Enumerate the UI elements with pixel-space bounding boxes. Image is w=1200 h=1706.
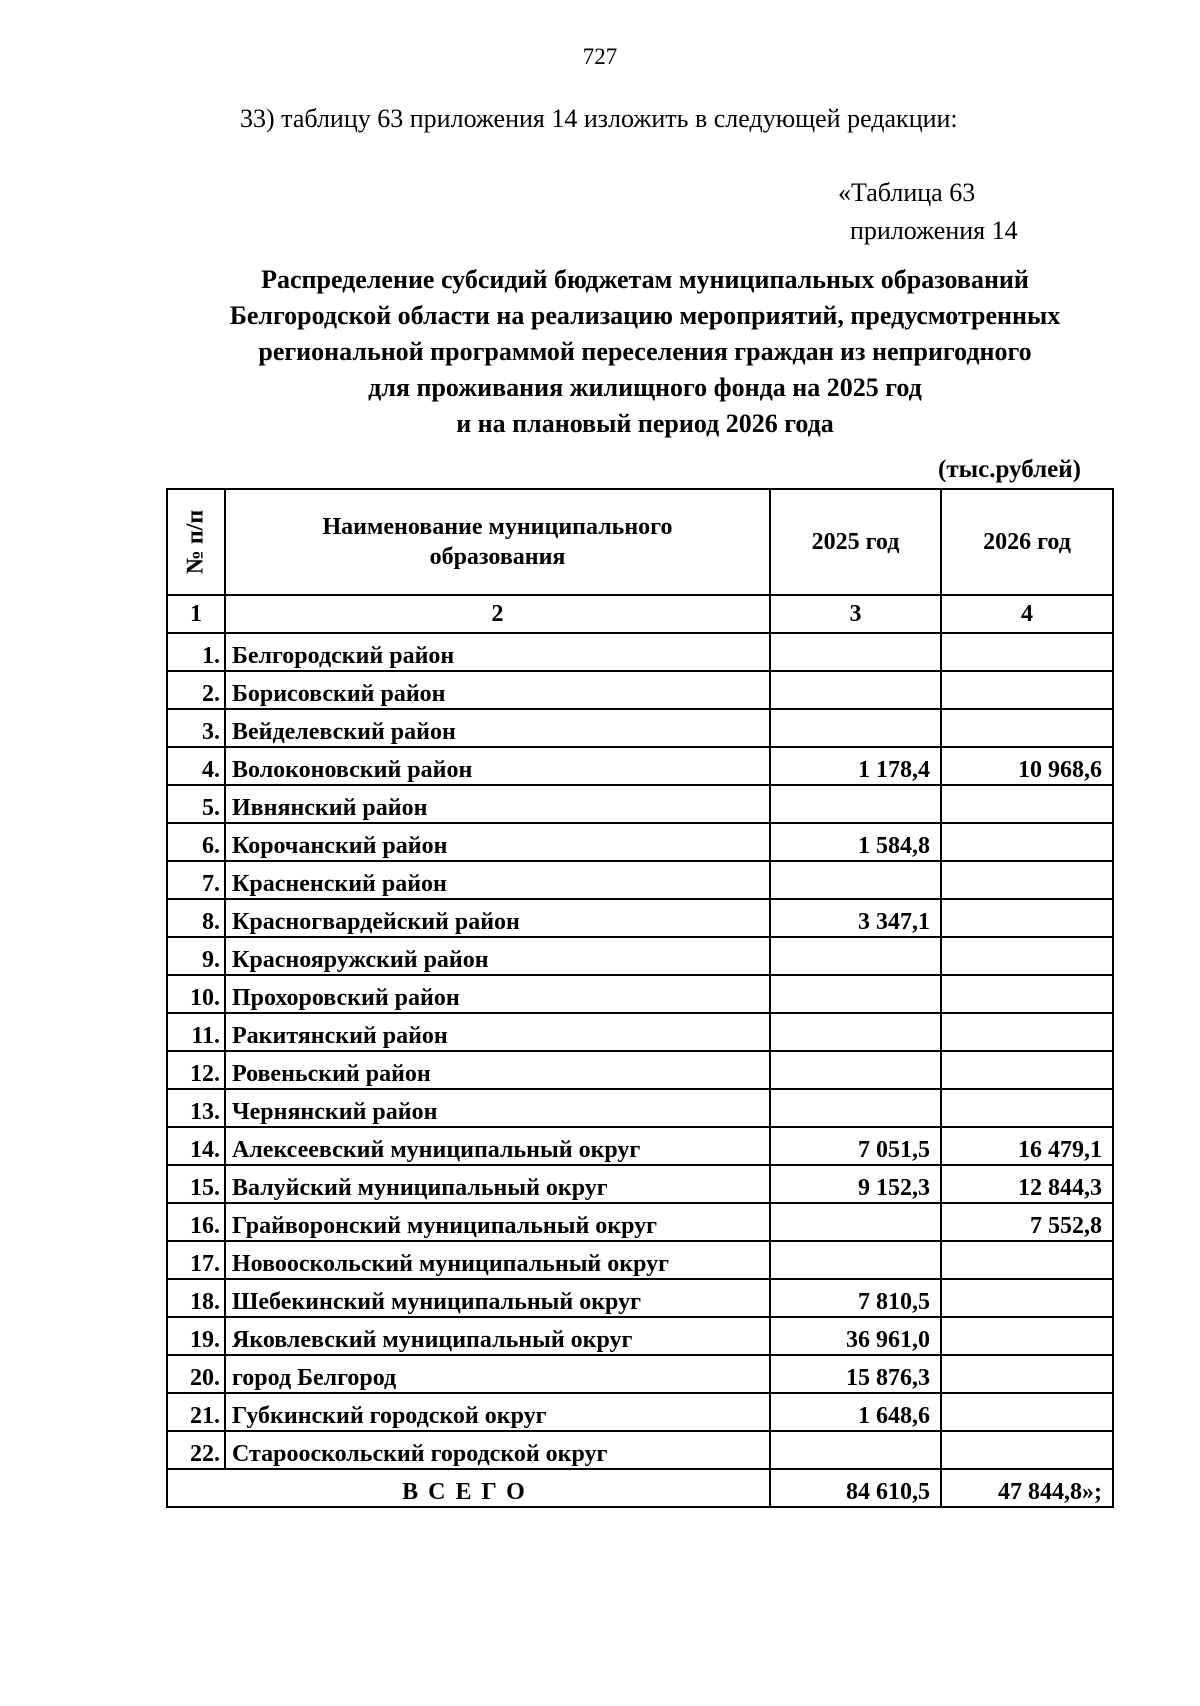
row-value-2026 [941,1393,1113,1431]
total-row [167,1469,1113,1507]
total-2025: 84 610,5 [770,1469,941,1507]
row-value-2025 [770,709,941,747]
row-number: 3. [167,709,225,747]
table-row [167,747,1113,785]
row-value-2026: 16 479,1 [941,1127,1113,1165]
total-2026: 47 844,8»; [941,1469,1113,1507]
row-value-2025: 7 051,5 [770,1127,941,1165]
row-value-2025 [770,1241,941,1279]
row-value-2026: 12 844,3 [941,1165,1113,1203]
title-line-2: Белгородской области на реализацию мероприятий, предусмотренных [229,301,1061,330]
row-value-2026 [941,861,1113,899]
row-number: 2. [167,671,225,709]
row-name: Вейделевский район [225,709,770,747]
table-row [167,1393,1113,1431]
row-value-2026 [941,709,1113,747]
table-row [167,1203,1113,1241]
table-row [167,899,1113,937]
table-row [167,633,1113,671]
row-name: Белгородский район [225,633,770,671]
column-number: 1 [167,595,225,633]
row-value-2026 [941,785,1113,823]
row-name: город Белгород [225,1355,770,1393]
row-value-2026 [941,671,1113,709]
row-value-2025 [770,1203,941,1241]
table-row [167,1089,1113,1127]
row-name: Ракитянский район [225,1013,770,1051]
row-number: 11. [167,1013,225,1051]
row-number: 20. [167,1355,225,1393]
row-value-2025: 1 584,8 [770,823,941,861]
row-name: Алексеевский муниципальный округ [225,1127,770,1165]
row-value-2025: 1 648,6 [770,1393,941,1431]
row-value-2026 [941,633,1113,671]
table-row [167,1165,1113,1203]
caption-line-1: «Таблица 63 [838,178,976,207]
row-number: 21. [167,1393,225,1431]
row-number: 4. [167,747,225,785]
row-name: Старооскольский городской округ [225,1431,770,1469]
row-number: 14. [167,1127,225,1165]
page-number: 727 [582,44,618,69]
table-row [167,1317,1113,1355]
row-number: 13. [167,1089,225,1127]
row-name: Ивнянский район [225,785,770,823]
table-row [167,861,1113,899]
row-number: 18. [167,1279,225,1317]
row-name: Ровеньский район [225,1051,770,1089]
title-line-4: для проживания жилищного фонда на 2025 год [368,373,922,402]
row-value-2025 [770,1051,941,1089]
row-value-2025: 7 810,5 [770,1279,941,1317]
header-name: Наименование муниципального образования [225,489,770,595]
row-value-2025 [770,671,941,709]
row-value-2025 [770,1089,941,1127]
title-line-5: и на плановый период 2026 года [456,409,834,438]
row-number: 22. [167,1431,225,1469]
units-label: (тыс.рублей) [938,456,1081,483]
row-number: 16. [167,1203,225,1241]
caption-line-2: приложения 14 [850,216,1018,245]
row-value-2025 [770,785,941,823]
row-number: 19. [167,1317,225,1355]
table-row [167,785,1113,823]
row-number: 15. [167,1165,225,1203]
header-number [167,489,225,595]
row-name: Губкинский городской округ [225,1393,770,1431]
row-number: 5. [167,785,225,823]
row-name: Валуйский муниципальный округ [225,1165,770,1203]
row-value-2026 [941,899,1113,937]
table-row [167,1431,1113,1469]
row-value-2026 [941,1241,1113,1279]
subsidies-table [166,488,1114,1508]
title-line-3: региональной программой переселения граждан из непригодного [258,337,1032,366]
table-row [167,823,1113,861]
table-row [167,1279,1113,1317]
total-label: ВСЕГО [167,1469,770,1507]
row-value-2026 [941,937,1113,975]
row-number: 17. [167,1241,225,1279]
intro-text: 33) таблицу 63 приложения 14 изложить в следующей редакции: [240,104,958,133]
table-row [167,1127,1113,1165]
row-value-2025 [770,937,941,975]
document-title [0,262,1200,442]
column-number: 2 [225,595,770,633]
table-row [167,1355,1113,1393]
row-value-2026 [941,1089,1113,1127]
row-value-2026: 10 968,6 [941,747,1113,785]
row-name: Новооскольский муниципальный округ [225,1241,770,1279]
row-number: 1. [167,633,225,671]
row-value-2025 [770,861,941,899]
row-number: 6. [167,823,225,861]
table-row [167,975,1113,1013]
header-2026: 2026 год [941,489,1113,595]
header-number-label: № п/п [182,509,209,575]
row-name: Корочанский район [225,823,770,861]
row-name: Волоконовский район [225,747,770,785]
row-name: Борисовский район [225,671,770,709]
row-value-2026 [941,1279,1113,1317]
row-value-2025: 9 152,3 [770,1165,941,1203]
table-header-row [167,489,1113,595]
row-value-2026 [941,1317,1113,1355]
row-name: Грайворонский муниципальный округ [225,1203,770,1241]
row-number: 10. [167,975,225,1013]
row-name: Шебекинский муниципальный округ [225,1279,770,1317]
row-value-2025 [770,975,941,1013]
table-row [167,1051,1113,1089]
row-value-2026 [941,1355,1113,1393]
column-number: 4 [941,595,1113,633]
row-name: Прохоровский район [225,975,770,1013]
table-row [167,937,1113,975]
row-value-2025: 3 347,1 [770,899,941,937]
row-value-2025: 1 178,4 [770,747,941,785]
row-value-2025: 15 876,3 [770,1355,941,1393]
header-2025: 2025 год [770,489,941,595]
row-name: Красногвардейский район [225,899,770,937]
table-row [167,709,1113,747]
row-value-2025 [770,633,941,671]
title-line-1: Распределение субсидий бюджетам муниципальных образований [261,265,1029,294]
row-value-2026 [941,1431,1113,1469]
column-number: 3 [770,595,941,633]
row-number: 9. [167,937,225,975]
row-value-2026 [941,823,1113,861]
row-name: Красненский район [225,861,770,899]
row-number: 7. [167,861,225,899]
row-value-2026 [941,1013,1113,1051]
row-name: Яковлевский муниципальный округ [225,1317,770,1355]
table-caption [838,174,1018,250]
row-name: Чернянский район [225,1089,770,1127]
table-row [167,1013,1113,1051]
row-name: Краснояружский район [225,937,770,975]
row-value-2026 [941,975,1113,1013]
table-row [167,671,1113,709]
row-number: 12. [167,1051,225,1089]
row-value-2025 [770,1013,941,1051]
row-number: 8. [167,899,225,937]
row-value-2026 [941,1051,1113,1089]
table-row [167,1241,1113,1279]
row-value-2025 [770,1431,941,1469]
row-value-2025: 36 961,0 [770,1317,941,1355]
row-value-2026: 7 552,8 [941,1203,1113,1241]
column-numbers-row [167,595,1113,633]
